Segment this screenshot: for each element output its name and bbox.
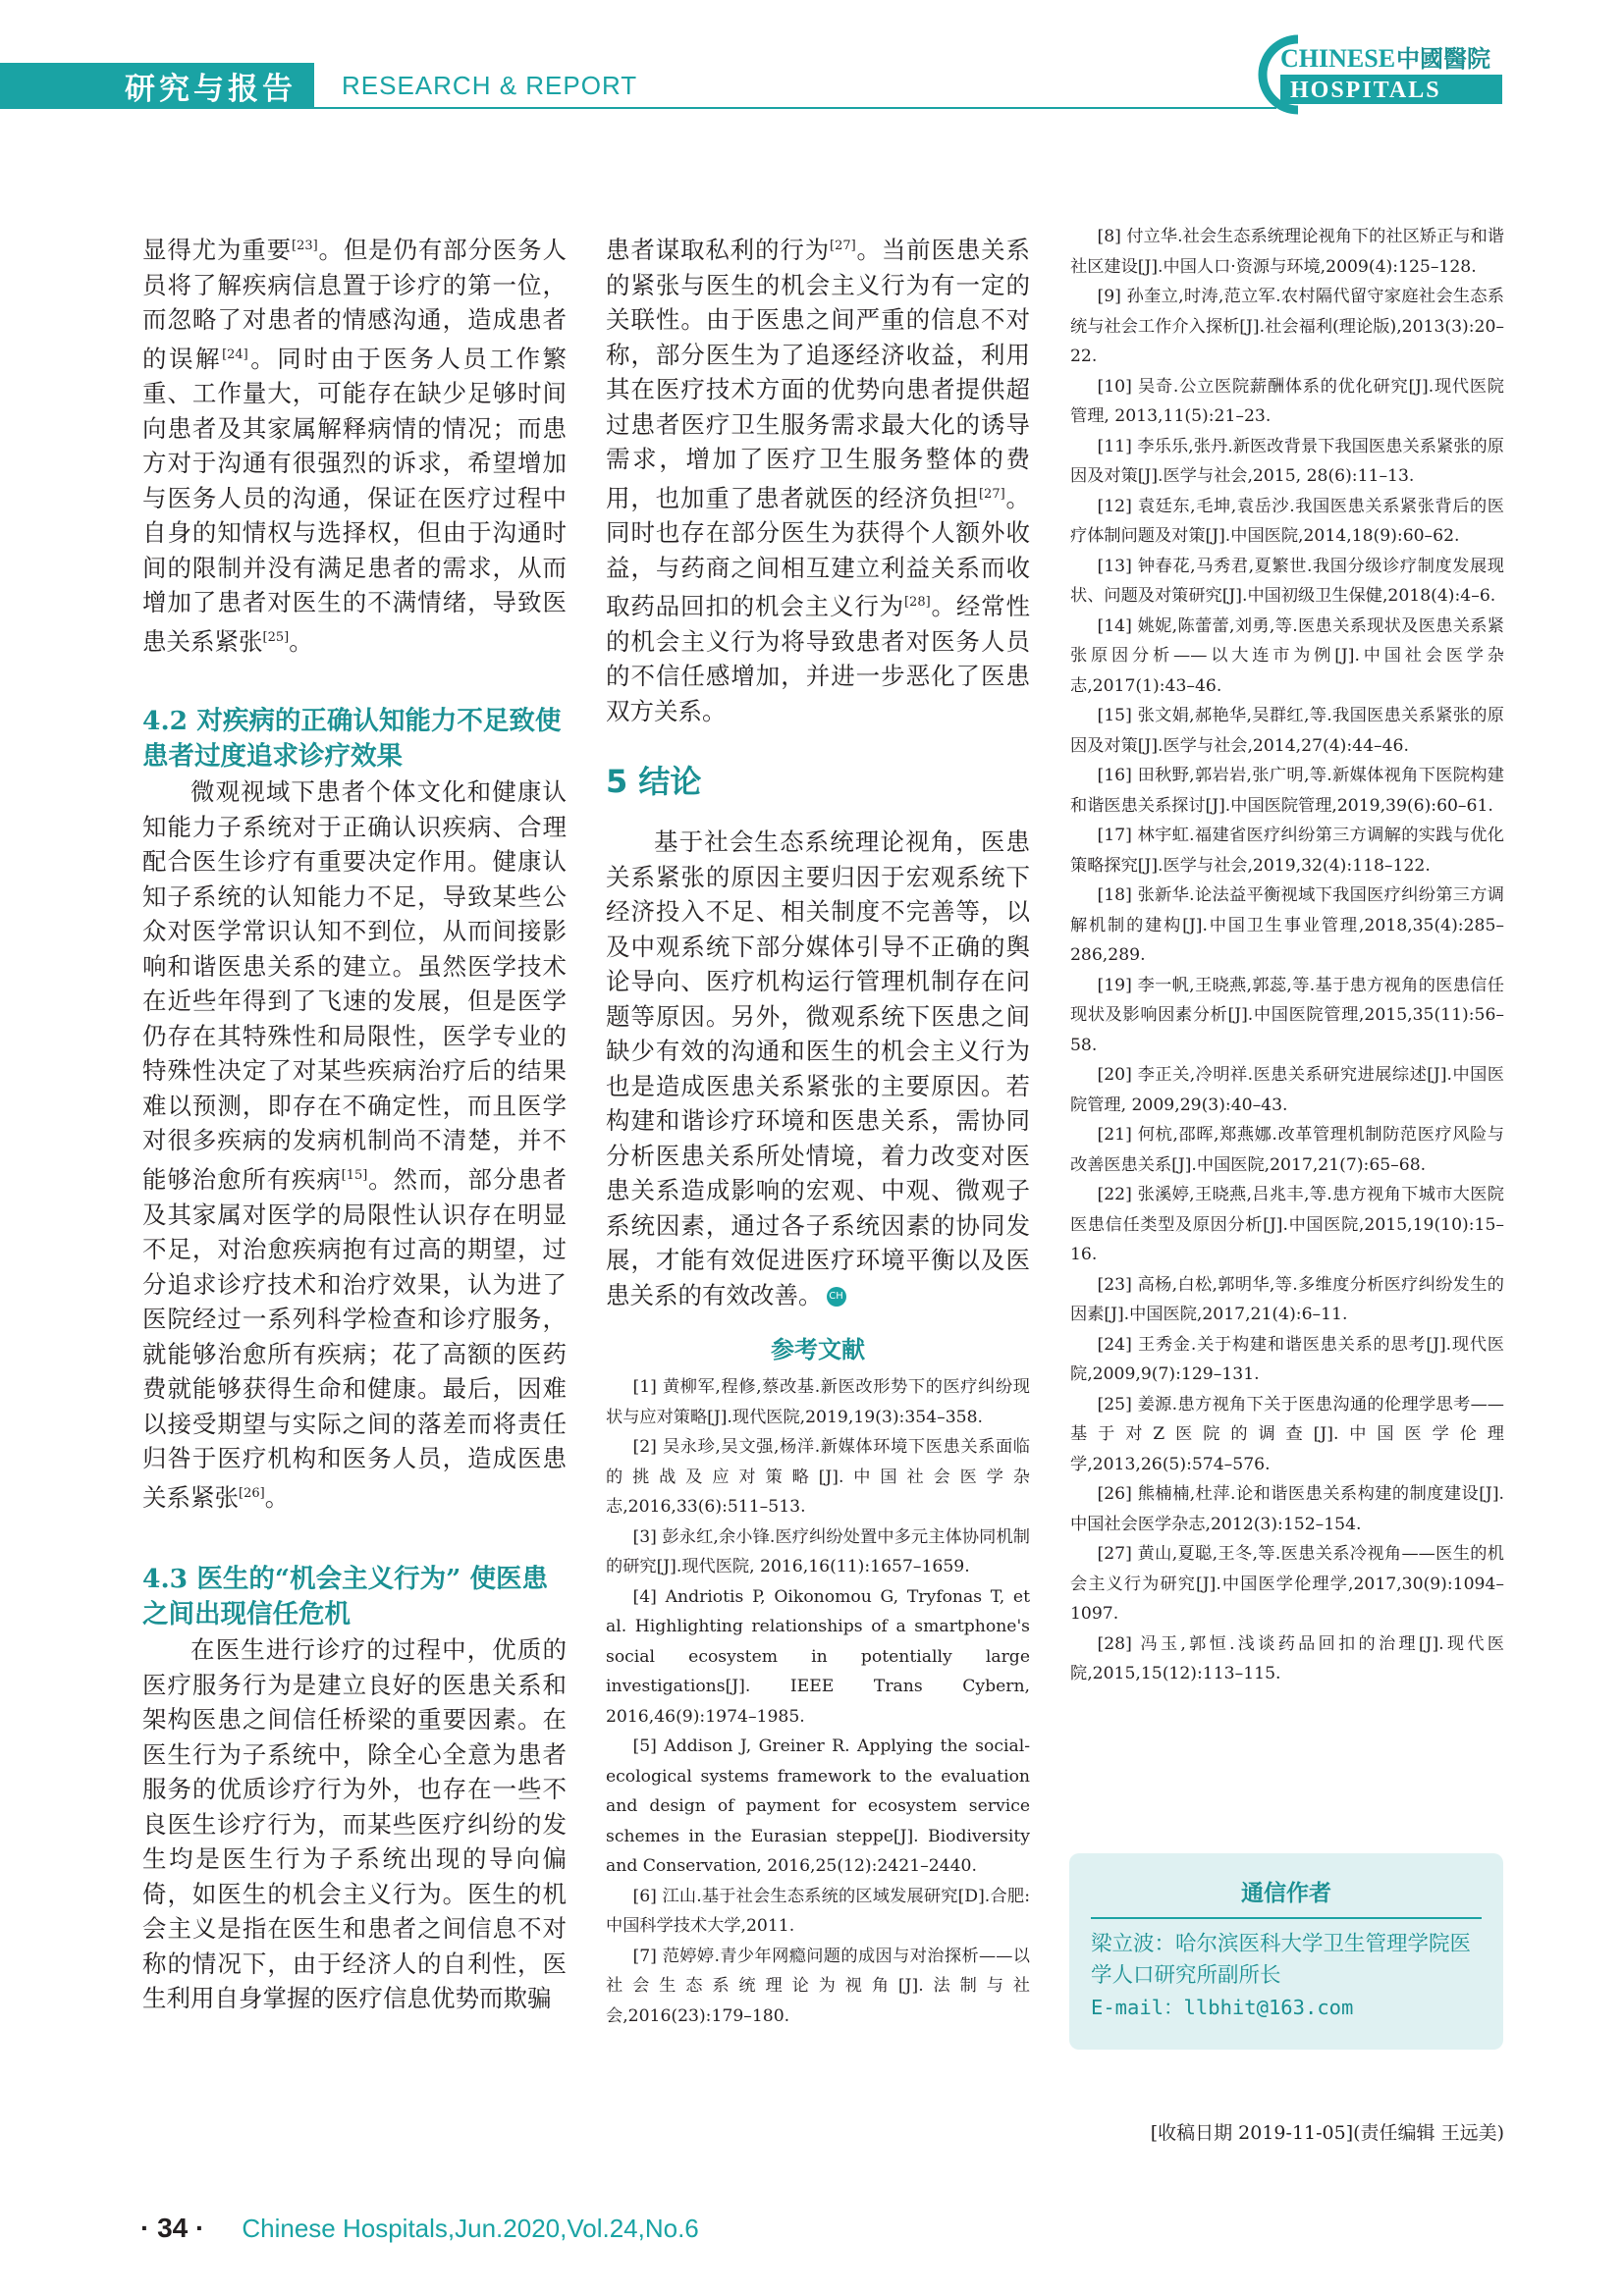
reference-item: [27] 黄山,夏聪,王冬,等.医患关系冷视角——医生的机会主义行为研究[J].中国医学伦理学,2017,30(9):1094–1097.: [1070, 1544, 1504, 1624]
column-2: [606, 229, 1030, 2031]
reference-item: [26] 熊楠楠,杜萍.论和谐医患关系构建的制度建设[J]. 中国社会医学杂志,2012(3):152–154.: [1070, 1484, 1504, 1534]
reference-item: [28] 冯玉,郭恒.浅谈药品回扣的治理[J].现代医院,2015,15(12):113–115.: [1070, 1633, 1504, 1683]
reference-item: [18] 张新华.论法益平衡视域下我国医疗纠纷第三方调解机制的建构[J].中国卫生事业管理,2018,35(4):285–286,289.: [1070, 885, 1504, 965]
reference-item: [14] 姚妮,陈蕾蕾,刘勇,等.医患关系现状及医患关系紧张原因分析——以大连市为例[J].中国社会医学杂志,2017(1):43–46.: [1070, 615, 1504, 696]
section-heading-4-3: 4.3 医生的“机会主义行为” 使医患之间出现信任危机: [142, 1564, 549, 1630]
column-1: [142, 229, 567, 2016]
reference-item: [22] 张溪婷,王晓燕,吕兆丰,等.患方视角下城市大医院医患信任类型及原因分析[J].中国医院,2015,19(10):15–16.: [1070, 1185, 1504, 1264]
reference-item: [25] 姜源.患方视角下关于医患沟通的伦理学思考——基于对Z医院的调查[J].中国医学伦理学,2013,26(5):574–576.: [1070, 1394, 1504, 1474]
received-date: [收稿日期 2019-11-05](责任编辑 王远美): [1150, 2122, 1504, 2144]
section-tab: [0, 63, 314, 108]
correspondence-divider: [1091, 1917, 1482, 1919]
reference-item: [8] 付立华.社会生态系统理论视角下的社区矫正与和谐社区建设[J].中国人口·资源与环境,2009(4):125–128.: [1070, 227, 1504, 277]
reference-item: [1] 黄柳军,程修,蔡改基.新医改形势下的医疗纠纷现状与应对策略[J].现代医院,2019,19(3):354–358.: [606, 1377, 1030, 1427]
reference-item: [24] 王秀金.关于构建和谐医患关系的思考[J].现代医院,2009,9(7):129–131.: [1070, 1334, 1504, 1384]
reference-item: [15] 张文娟,郝艳华,吴群红,等.我国医患关系紧张的原因及对策[J].医学与社会,2014,27(4):44–46.: [1070, 706, 1504, 756]
body-paragraph: 显得尤为重要[23]。但是仍有部分医务人员将了解疾病信息置于诊疗的第一位，而忽略了对患者的情感沟通，造成患者的误解[24]。同时由于医务人员工作繁重、工作量大，可能存在缺少足够时间向患者及其家属解释病情的情况；而患方对于沟通有很强烈的诉求，希望增加与医务人员的沟通，保证在医疗过程中自身的知情权与选择权，但由于沟通时间的限制并没有满足患者的需求，从而增加了患者对医生的不满情绪，导致医患关系紧张[25]。: [142, 236, 568, 656]
journal-citation: Chinese Hospitals,Jun.2020,Vol.24,No.6: [242, 2214, 699, 2243]
section-title-en: RESEARCH & REPORT: [342, 71, 638, 100]
correspondence-box: [1069, 1853, 1503, 2050]
reference-item: [16] 田秋野,郭岩岩,张广明,等.新媒体视角下医院构建和谐医患关系探讨[J].中国医院管理,2019,39(6):60–61.: [1070, 766, 1504, 816]
reference-item: [19] 李一帆,王晓燕,郭蕊,等.基于患方视角的医患信任现状及影响因素分析[J].中国医院管理,2015,35(11):56–58.: [1070, 975, 1504, 1055]
references-list: [606, 1372, 1030, 2031]
reference-item: [17] 林宇虹.福建省医疗纠纷第三方调解的实践与优化策略探究[J].医学与社会,2019,32(4):118–122.: [1070, 826, 1504, 876]
column-3: [1070, 222, 1504, 1689]
body-paragraph: 在医生进行诊疗的过程中，优质的医疗服务行为是建立良好的医患关系和架构医患之间信任桥梁的重要因素。在医生行为子系统中，除全心全意为患者服务的优质诊疗行为外，也存在一些不良医生诊疗行为，而某些医疗纠纷的发生均是医生行为子系统出现的导向偏倚，如医生的机会主义行为。医生的机会主义是指在医生和患者之间信息不对称的情况下，由于经济人的自利性，医生利用自身掌握的医疗信息优势而欺骗: [142, 1635, 567, 2013]
section-title-cn: 研究与报告: [125, 71, 297, 107]
journal-logo: [1239, 27, 1514, 116]
reference-item: [5] Addison J, Greiner R. Applying the social-ecological systems framework to the evaluation and design of payment for ecosystem service schemes in the Eurasian steppe[J]. Biodiversity and Conservation, 2016,25(12):2421–2440.: [606, 1736, 1030, 1877]
reference-item: [12] 袁廷东,毛坤,袁岳沙.我国医患关系紧张背后的医疗体制问题及对策[J].中国医院,2014,18(9):60–62.: [1070, 496, 1504, 546]
references-list: [1070, 222, 1504, 1689]
reference-item: [13] 钟春花,马秀君,夏繁世.我国分级诊疗制度发展现状、问题及对策研究[J].中国初级卫生保健,2018(4):4–6.: [1070, 556, 1504, 606]
body-paragraph: 基于社会生态系统理论视角，医患关系紧张的原因主要归因于宏观系统下经济投入不足、相关制度不完善等，以及中观系统下部分媒体引导不正确的舆论导向、医疗机构运行管理机制存在问题等原因。另外，微观系统下医患之间缺少有效的沟通和医生的机会主义行为也是造成医患关系紧张的主要原因。若构建和谐诊疗环境和医患关系，需协同分析医患关系所处情境，着力改变对医患关系造成影响的宏观、中观、微观子系统因素，通过各子系统因素的协同发展，才能有效促进医疗环境平衡以及医患关系的有效改善。 CH: [606, 828, 1030, 1309]
end-mark-icon: CH: [827, 1287, 846, 1307]
page-number: · 34 ·: [140, 2213, 205, 2243]
references-title: 参考文献: [771, 1336, 865, 1364]
header-divider: [0, 107, 1276, 109]
logo-text-cn: 中國醫院: [1396, 45, 1490, 73]
reference-item: [21] 何杭,邵晖,郑燕娜.改革管理机制防范医疗风险与改善医患关系[J].中国医院,2017,21(7):65–68.: [1070, 1125, 1504, 1175]
logo-text-en-1: CHINESE: [1280, 44, 1396, 73]
correspondence-title: 通信作者: [1241, 1881, 1331, 1906]
section-heading-5: 5 结论: [606, 763, 702, 801]
reference-item: [3] 彭永红,余小锋.医疗纠纷处置中多元主体协同机制的研究[J].现代医院, 2016,16(11):1657–1659.: [606, 1526, 1030, 1577]
page-footer: [140, 2209, 699, 2248]
reference-item: [9] 孙奎立,时涛,范立军.农村隔代留守家庭社会生态系统与社会工作介入探析[J].社会福利(理论版),2013(3):20–22.: [1070, 287, 1504, 366]
reference-item: [7] 范婷婷.青少年网瘾问题的成因与对治探析——以社会生态系统理论为视角[J].法制与社会,2016(23):179–180.: [606, 1946, 1030, 2026]
body-paragraph: 微观视域下患者个体文化和健康认知能力子系统对于正确认识疾病、合理配合医生诊疗有重要决定作用。健康认知子系统的认知能力不足，导致某些公众对医学常识认知不到位，从而间接影响和谐医患关系的建立。虽然医学技术在近些年得到了飞速的发展，但是医学仍存在其特殊性和局限性，医学专业的特殊性决定了对某些疾病治疗后的结果难以预测，即存在不确定性，而且医学对很多疾病的发病机制尚不清楚，并不能够治愈所有疾病[15]。然而，部分患者及其家属对医学的局限性认识存在明显不足，对治愈疾病抱有过高的期望，过分追求诊疗技术和治疗效果，认为进了医院经过一系列科学检查和诊疗服务，就能够治愈所有疾病；花了高额的医药费就能够获得生命和健康。最后，因难以接受期望与实际之间的落差而将责任归咎于医疗机构和医务人员，造成医患关系紧张[26]。: [142, 777, 567, 1512]
reference-item: [4] Andriotis P, Oikonomou G, Tryfonas T, et al. Highlighting relationships of a smartphone's social ecosystem in potentially large investigations[J]. IEEE Trans Cybern, 2016,46(9):1974–1985.: [606, 1586, 1030, 1727]
reference-item: [10] 吴奇.公立医院薪酬体系的优化研究[J].现代医院管理, 2013,11(5):21–23.: [1070, 376, 1504, 426]
correspondence-author: 梁立波：哈尔滨医科大学卫生管理学院医学人口研究所副所长: [1091, 1932, 1472, 1988]
reference-item: [2] 吴永珍,吴文强,杨洋.新媒体环境下医患关系面临的挑战及应对策略[J].中国社会医学杂志,2016,33(6):511–513.: [606, 1437, 1030, 1518]
section-heading-4-2: 4.2 对疾病的正确认知能力不足致使患者过度追求诊疗效果: [142, 706, 562, 773]
reference-item: [20] 李正关,冷明祥.医患关系研究进展综述[J].中国医院管理, 2009,29(3):40–43.: [1070, 1065, 1504, 1115]
correspondence-email[interactable]: E-mail：llbhit@163.com: [1091, 1996, 1354, 2019]
body-paragraph: 患者谋取私利的行为[27]。当前医患关系的紧张与医生的机会主义行为有一定的关联性。由于医患之间严重的信息不对称，部分医生为了追逐经济收益，利用其在医疗技术方面的优势向患者提供超过患者医疗卫生服务需求最大化的诱导需求，增加了医疗卫生服务整体的费用，也加重了患者就医的经济负担[27]。同时也存在部分医生为获得个人额外收益，与药商之间相互建立利益关系而收取药品回扣的机会主义行为[28]。经常性的机会主义行为将导致患者对医务人员的不信任感增加，并进一步恶化了医患双方关系。: [606, 236, 1031, 725]
reference-item: [6] 江山.基于社会生态系统的区域发展研究[D].合肥:中国科学技术大学,2011.: [606, 1886, 1030, 1937]
logo-text-en-2: HOSPITALS: [1290, 78, 1441, 103]
reference-item: [23] 高杨,白松,郭明华,等.多维度分析医疗纠纷发生的因素[J].中国医院,2017,21(4):6–11.: [1070, 1274, 1504, 1324]
reference-item: [11] 李乐乐,张丹.新医改背景下我国医患关系紧张的原因及对策[J].医学与社会,2015, 28(6):11–13.: [1070, 436, 1504, 486]
